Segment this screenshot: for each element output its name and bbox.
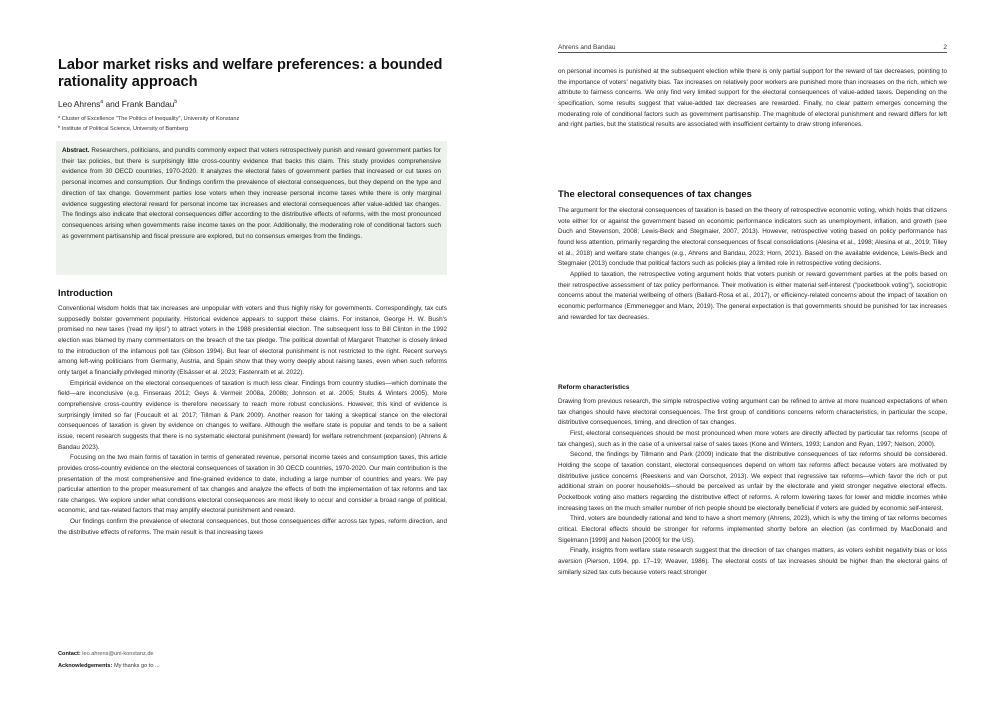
affiliation-marker: b bbox=[174, 99, 178, 105]
abstract-text: Researchers, politicians, and pundits commonly expect that voters retrospectively punish and reward government parties for their tax policies, but there is surprisingly little cross-country evidence that backs this claim. This study provides comprehensive evidence from 30 OECD countries, 1970-2020. It analyzes the electoral fates of government parties that increased or cut taxes on personal incomes and consumption. Our findings confirm the prevalence of electoral consequences, but they depend on the type and direction of tax change. Government parties lose voters when they increase personal income taxes while there is only marginal evidence suggesting electoral reward for personal income tax increases and electoral consequences after value-added tax changes. The findings also indicate that electoral consequences differ according to the distributive effects of reforms, with the most pronounced consequences arising when governments raise income taxes on the poor. Additionally, the moderating role of conditional factors such as government partisanship and fiscal pressure are explored, but no consensus emerges from the findings. bbox=[62, 147, 442, 240]
page-number: 2 bbox=[943, 44, 947, 51]
paragraph: Applied to taxation, the retrospective voting argument holds that voters punish or reward government parties at the polls based on their retrospective assessment of tax policy performance. Their motivation is either material self-interest ("pocketbook voting"), sociotropic concerns about the material wellbeing of others (Ballard-Rosa et al., 2017), or efficiency-related concerns about the impact of taxation on economic performance (Emmenegger and Marx, 2019). The general expectation is that governments should be punished for tax increases and rewarded for tax decreases. bbox=[558, 270, 947, 321]
abstract-label: Abstract. bbox=[62, 147, 90, 154]
author-line bbox=[58, 99, 177, 109]
affiliation-text: Cluster of Excellence "The Politics of Inequality", University of Konstanz bbox=[61, 116, 240, 122]
subsection-heading-reform-characteristics: Reform characteristics bbox=[558, 384, 630, 391]
page-2 bbox=[500, 0, 1000, 718]
running-header bbox=[558, 44, 947, 53]
electoral-section-body bbox=[558, 206, 947, 323]
paper-title: Labor market risks and welfare preferences: a bounded rationality approach bbox=[58, 57, 443, 90]
paragraph: Conventional wisdom holds that tax increases are unpopular with voters and thus highly risky for governments. Correspondingly, tax cuts supposedly bolster government popularity. Historical evidence appears to support these claims. For instance, George H. W. Bush's promised no new taxes ('read my lips!') to attract voters in the 1988 presidential election. The subsequent loss to Bill Clinton in the 1992 election was blamed by many commentators on the breach of the tax pledge. The political downfall of Margaret Thatcher is closely linked to the introduction of the infamous poll tax (Gibson 1994). But fear of electoral punishment is not restricted to the right. Recent surveys among left-wing politicians from Germany, Austria, and Spain show that they worry deeply about raising taxes, even when such reforms only target a financially privileged minority (Elsässer et al. 2023; Fastenrath et al. 2022). bbox=[58, 305, 447, 376]
paragraph: Third, voters are boundedly rational and tend to have a short memory (Ahrens, 2023), which is why the timing of tax reforms becomes critical. Electoral effects should be stronger for reforms implemented shortly before an election (as confirmed by MacDonald and Sigelmann [1999] and Nelson [2000] for the US). bbox=[558, 515, 947, 544]
affiliation-text: Institute of Political Science, University of Bamberg bbox=[61, 126, 189, 132]
paragraph: Drawing from previous research, the simple retrospective voting argument can be refined to arrive at more nuanced expectations of when tax changes should have electoral consequences. The first group of conditions concerns reform characteristics, in particular the scope, distributive consequences, timing, and direction of tax changes. bbox=[558, 398, 947, 427]
acknowledgements-line bbox=[58, 663, 160, 669]
contact-email-link[interactable]: leo.ahrens@uni-konstanz.de bbox=[82, 651, 154, 657]
contact-line bbox=[58, 651, 154, 657]
author-name: Frank Bandau bbox=[121, 99, 175, 109]
affiliation bbox=[58, 114, 239, 122]
paragraph: Finally, insights from welfare state research suggest that the direction of tax changes matters, as voters exhibit negativity bias or loss aversion (Pierson, 1994, pp. 17–19; Weaver, 1986). The electoral costs of tax increases should be higher than the electoral gains of similarly sized tax cuts because voters react stronger bbox=[558, 547, 947, 576]
author-name: Leo Ahrens bbox=[58, 99, 101, 109]
affiliation-marker: b bbox=[58, 124, 61, 129]
paragraph: Second, the findings by Tillmann and Park (2009) indicate that the distributive consequences of tax reforms should be considered. Holding the scope of taxation constant, electoral consequences depend on whom tax reforms affect because voters are motivated by distributive justice concerns (Reeskens and van Oorschot, 2013). We expect that regressive tax reforms—which favor the rich or put additional strain on poorer households—should be perceived as unfair by the electorate and yield stronger negative electoral effects. Pocketbook voting also matters regarding the distributive effect of reforms. A reform lowering taxes for lower and middle incomes while increasing taxes on the much smaller number of rich people should be electorally beneficial if voters are guided by economic self-interest. bbox=[558, 451, 947, 512]
author-connector: and bbox=[103, 99, 122, 109]
section-heading-electoral-consequences: The electoral consequences of tax changes bbox=[558, 188, 752, 199]
affiliation-marker: a bbox=[58, 114, 61, 119]
acknowledgements-text: My thanks go to ... bbox=[113, 663, 160, 669]
introduction-body bbox=[58, 304, 447, 538]
paragraph: Our findings confirm the prevalence of electoral consequences, but those consequences differ across tax types, reform direction, and the distributive effects of reforms. The main result is that increasing taxes bbox=[58, 518, 447, 536]
section-heading-introduction: Introduction bbox=[58, 287, 113, 298]
affiliation-marker: a bbox=[100, 99, 104, 105]
running-header-authors: Ahrens and Bandau bbox=[558, 44, 616, 51]
reform-section-body bbox=[558, 397, 947, 578]
paragraph: Empirical evidence on the electoral consequences of taxation is much less clear. Findings from country studies—which dominate the field—are inconclusive (e.g. Finseraas 2012; Geys & Vermeir 2008a, 2008b; Johnson et al. 2005; Stults & Winters 2005). More comprehensive cross-country evidence is therefore necessary to reach more robust conclusions. However, this kind of evidence is surprisingly limited so far (Foucault et al. 2017; Tillman & Park 2009). Another reason for taking a skeptical stance on the electoral consequences of taxation is given by evidence on changes to welfare. Although the welfare state is popular and tends to be a salient issue, recent research suggests that there is no systematic electoral punishment (reward) for welfare retrenchment (expansion) (Ahrens & Bandau 2023). bbox=[58, 379, 447, 451]
continuation-text bbox=[558, 67, 947, 131]
paragraph: on personal incomes is punished at the subsequent election while there is only partial support for the reward of tax decreases, pointing to the importance of voters' negativity bias. Tax increases on relatively poor workers are punished more than increases on the rich, which we attribute to fairness concerns. We only find very limited support for the electoral consequences of value-added taxes. Depending on the specification, some results suggest that value-added tax decreases are rewarded. Finally, no clear pattern emerges concerning the moderating role of conditional factors such as government partisanship. The magnitude of electoral punishment and reward differs for left and right parties, but the statistical results are associated with insufficient certainty to draw strong inferences. bbox=[558, 68, 947, 129]
contact-label: Contact: bbox=[58, 651, 81, 657]
paragraph: The argument for the electoral consequences of taxation is based on the theory of retrospective economic voting, which holds that citizens vote either for or against the government based on economic performance indicators such as unemployment, inflation, and growth (see Duch and Stevenson, 2008; Lewis-Beck and Stegmaier, 2007, 2013). However, retrospective voting based on policy performance has found less attention, primarily regarding the electoral consequences of fiscal consolidations (Alesina et al., 1998; Alesina et al., 2019; Tilley et al., 2018) and welfare state changes (e.g., Ahrens and Bandau, 2023; Horn, 2021). Based on the available evidence, Lewis-Beck and Stegmaier (2013) conclude that political factors such as policies play a limited role in retrospective voting decisions. bbox=[558, 207, 947, 268]
abstract-box bbox=[56, 141, 447, 275]
acknowledgements-label: Acknowledgements: bbox=[58, 663, 113, 669]
affiliation bbox=[58, 124, 188, 132]
paragraph: First, electoral consequences should be most pronounced when more voters are directly affected by particular tax reforms (scope of tax changes), such as in the case of a universal raise of sales taxes (Kone and Winters, 1993; Landon and Ryan, 1997; Nelson, 2000). bbox=[558, 429, 947, 448]
paragraph: Focusing on the two main forms of taxation in terms of generated revenue, personal income taxes and consumption taxes, this article provides cross-country evidence on the electoral consequences of taxation in 30 OECD countries, 1970-2020. Our main contribution is the presentation of the most comprehensive and fine-grained evidence to date, including a large number of countries and years. We pay particular attention to the proper measurement of tax changes and analyze the effects of both the implementation of tax reforms and tax rate changes. We explore under what conditions electoral consequences are most likely to occur and consider a broad range of political, economic, and tax-related factors that may amplify electoral punishment and reward. bbox=[58, 454, 447, 515]
